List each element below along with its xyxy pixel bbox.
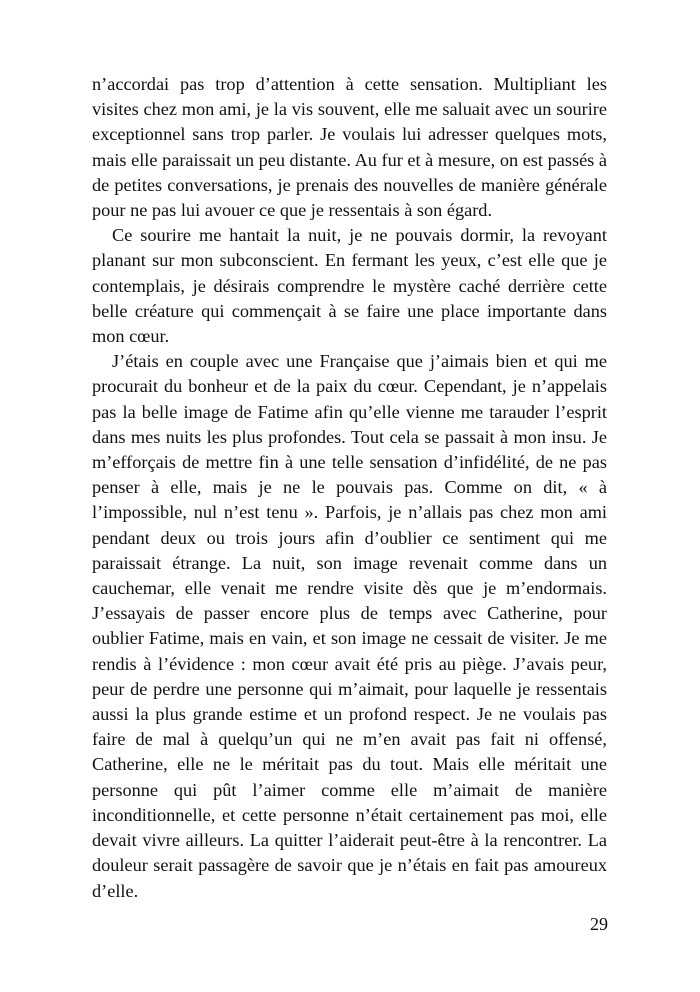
paragraph-1: n’accordai pas trop d’attention à cette sensation. Multipliant les visites chez mon ami, je la vis souvent, elle me saluait avec un sourire exceptionnel sans trop parler. Je voulais lui adresser quelques mots, mais elle paraissait un peu distante. Au fur et à mesure, on est passés à de petites conversations, je prenais des nouvelles de manière générale pour ne pas lui avouer ce que je ressentais à son égard. <box>92 74 607 221</box>
page-number: 29 <box>590 914 608 934</box>
paragraph-3: J’étais en couple avec une Française que j’aimais bien et qui me procurait du bonheur et de la paix du cœur. Cependant, je n’appelais pas la belle image de Fatime afin qu’elle vienne me tarauder l’esprit dans mes nuits les plus profondes. Tout cela se passait à mon insu. Je m’efforçais de mettre fin à une telle sensation d’infidélité, de ne pas penser à elle, mais je ne le pouvais pas. Comme on dit, « à l’impossible, nul n’est tenu ». Parfois, je n’allais pas chez mon ami pendant deux ou trois jours afin d’oublier ce sentiment qui me paraissait étrange. La nuit, son image revenait comme dans un cauchemar, elle venait me rendre visite dès que je m’endormais. J’essayais de passer encore plus de temps avec Catherine, pour oublier Fatime, mais en vain, et son image ne cessait de visiter. Je me rendis à l’évidence : mon cœur avait été pris au piège. J’avais peur, peur de perdre une personne qui m’aimait, pour laquelle je ressentais aussi la plus grande estime et un profond respect. Je ne voulais pas faire de mal à quelqu’un qui ne m’en avait pas fait ni offensé, Catherine, elle ne le méritait pas du tout. Mais elle méritait une personne qui pût l’aimer comme elle m’aimait de manière inconditionnelle, et cette personne n’était certainement pas moi, elle devait vivre ailleurs. La quitter l’aiderait peut-être à la rencontrer. La douleur serait passagère de savoir que je n’étais en fait pas amoureux d’elle. <box>92 351 607 901</box>
body-text <box>92 72 607 904</box>
paragraph-2: Ce sourire me hantait la nuit, je ne pouvais dormir, la revoyant planant sur mon subconscient. En fermant les yeux, c’est elle que je contemplais, je désirais comprendre le mystère caché derrière cette belle créature qui commençait à se faire une place importante dans mon cœur. <box>92 225 607 347</box>
